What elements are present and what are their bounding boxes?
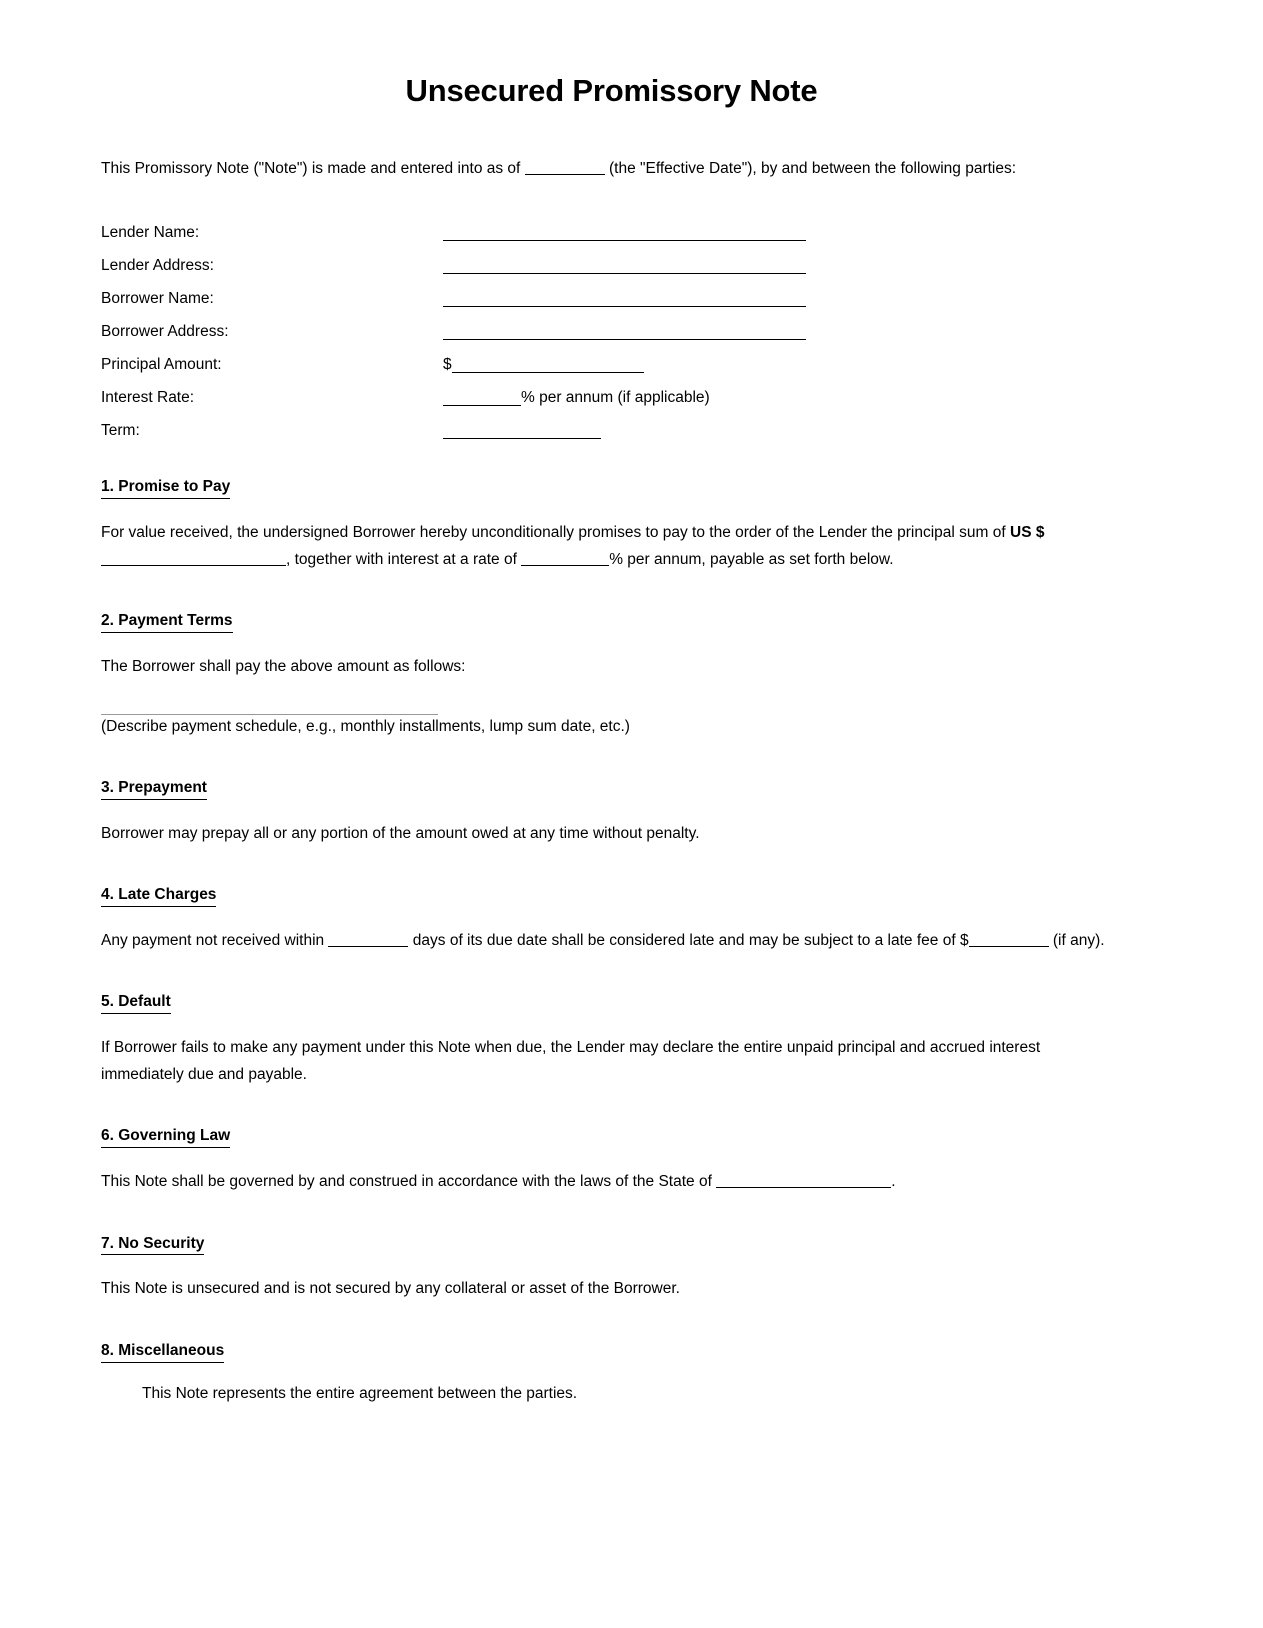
section-body-governing-law [101,1168,1121,1195]
section-heading-no-security: 7. No Security [101,1234,204,1256]
late-text-2: days of its due date shall be considered late and may be subject to a late fee of [412,932,956,950]
promise-text-3: % per annum, payable as set forth below. [609,551,894,569]
table-row [101,241,806,274]
term-rule[interactable] [443,418,601,439]
list-item: This Note represents the entire agreement between the parties. [142,1384,578,1402]
late-fee-blank[interactable] [969,931,1049,947]
principal-amount-field[interactable] [443,340,806,373]
promise-text-1: For value received, the undersigned Borrower hereby unconditionally promises to pay to the order of the Lender the principal sum of [101,524,1006,542]
section-heading-payment-terms: 2. Payment Terms [101,611,233,633]
late-dollar-sign: $ [959,932,969,950]
lender-name-rule[interactable] [443,220,806,241]
section-miscellaneous [101,1341,1162,1407]
borrower-name-field[interactable] [443,274,806,307]
section-payment-terms [101,611,1162,740]
page-title: Unsecured Promissory Note [405,73,818,108]
intro-text-after: (the "Effective Date"), by and between the following parties: [608,160,1017,178]
dollar-sign: $ [443,356,452,374]
section-promise-to-pay [101,477,1162,573]
term-field[interactable] [443,406,806,439]
section-heading-promise-to-pay: 1. Promise to Pay [101,477,230,499]
governing-text-2: . [891,1173,896,1191]
late-text-3: (if any). [1052,932,1105,950]
promise-rate-blank[interactable] [521,551,609,567]
promise-principal-blank[interactable] [101,551,286,567]
table-row [101,340,806,373]
promise-bold-us: US [1010,524,1032,542]
borrower-name-rule[interactable] [443,286,806,307]
section-body-promise-to-pay [101,519,1121,573]
lender-address-rule[interactable] [443,253,806,274]
payment-schedule-hint: (Describe payment schedule, e.g., monthly installments, lump sum date, etc.) [101,718,630,736]
principal-amount-rule[interactable] [452,356,644,373]
interest-rate-rule[interactable] [443,391,521,406]
promise-bold-dollar: $ [1035,524,1045,542]
table-row [101,274,806,307]
interest-rate-field[interactable] [443,373,806,406]
section-prepayment [101,778,1162,847]
section-heading-prepayment: 3. Prepayment [101,778,207,800]
section-default [101,992,1162,1088]
lender-address-field[interactable] [443,241,806,274]
section-heading-governing-law: 6. Governing Law [101,1126,230,1148]
party-details-table [101,208,806,439]
section-body-default: If Borrower fails to make any payment under this Note when due, the Lender may declare the entire unpaid principal and accrued interest immediately due and payable. [101,1039,1041,1084]
interest-rate-suffix: % per annum (if applicable) [521,389,710,407]
borrower-address-label: Borrower Address: [101,323,229,341]
late-days-blank[interactable] [328,931,408,947]
table-row [101,373,806,406]
section-no-security [101,1234,1162,1303]
promise-text-2: , together with interest at a rate of [286,551,517,569]
borrower-address-field[interactable] [443,307,806,340]
principal-amount-label: Principal Amount: [101,356,222,374]
table-row [101,208,806,241]
section-heading-default: 5. Default [101,992,171,1014]
section-body-payment-terms: The Borrower shall pay the above amount as follows: [101,658,466,676]
borrower-address-rule[interactable] [443,319,806,340]
intro-paragraph [101,157,1162,181]
governing-text-1: This Note shall be governed by and construed in accordance with the laws of the State of [101,1173,712,1191]
payment-schedule-rule[interactable] [101,686,438,715]
table-row [101,406,806,439]
section-governing-law [101,1126,1162,1195]
lender-name-field[interactable] [443,208,806,241]
interest-rate-label: Interest Rate: [101,389,195,407]
lender-address-label: Lender Address: [101,257,214,275]
section-heading-miscellaneous: 8. Miscellaneous [101,1341,224,1363]
late-text-1: Any payment not received within [101,932,325,950]
section-late-charges [101,885,1162,954]
table-row [101,307,806,340]
section-body-no-security: This Note is unsecured and is not secured by any collateral or asset of the Borrower. [101,1280,680,1298]
borrower-name-label: Borrower Name: [101,290,214,308]
section-body-late-charges [101,927,1121,954]
section-body-prepayment: Borrower may prepay all or any portion of the amount owed at any time without penalty. [101,825,700,843]
miscellaneous-list [101,1381,1162,1407]
term-label: Term: [101,422,140,440]
lender-name-label: Lender Name: [101,224,200,242]
effective-date-blank[interactable] [525,159,605,175]
section-heading-late-charges: 4. Late Charges [101,885,216,907]
governing-state-blank[interactable] [716,1173,891,1189]
intro-text-before: This Promissory Note ("Note") is made and entered into as of [101,160,521,178]
